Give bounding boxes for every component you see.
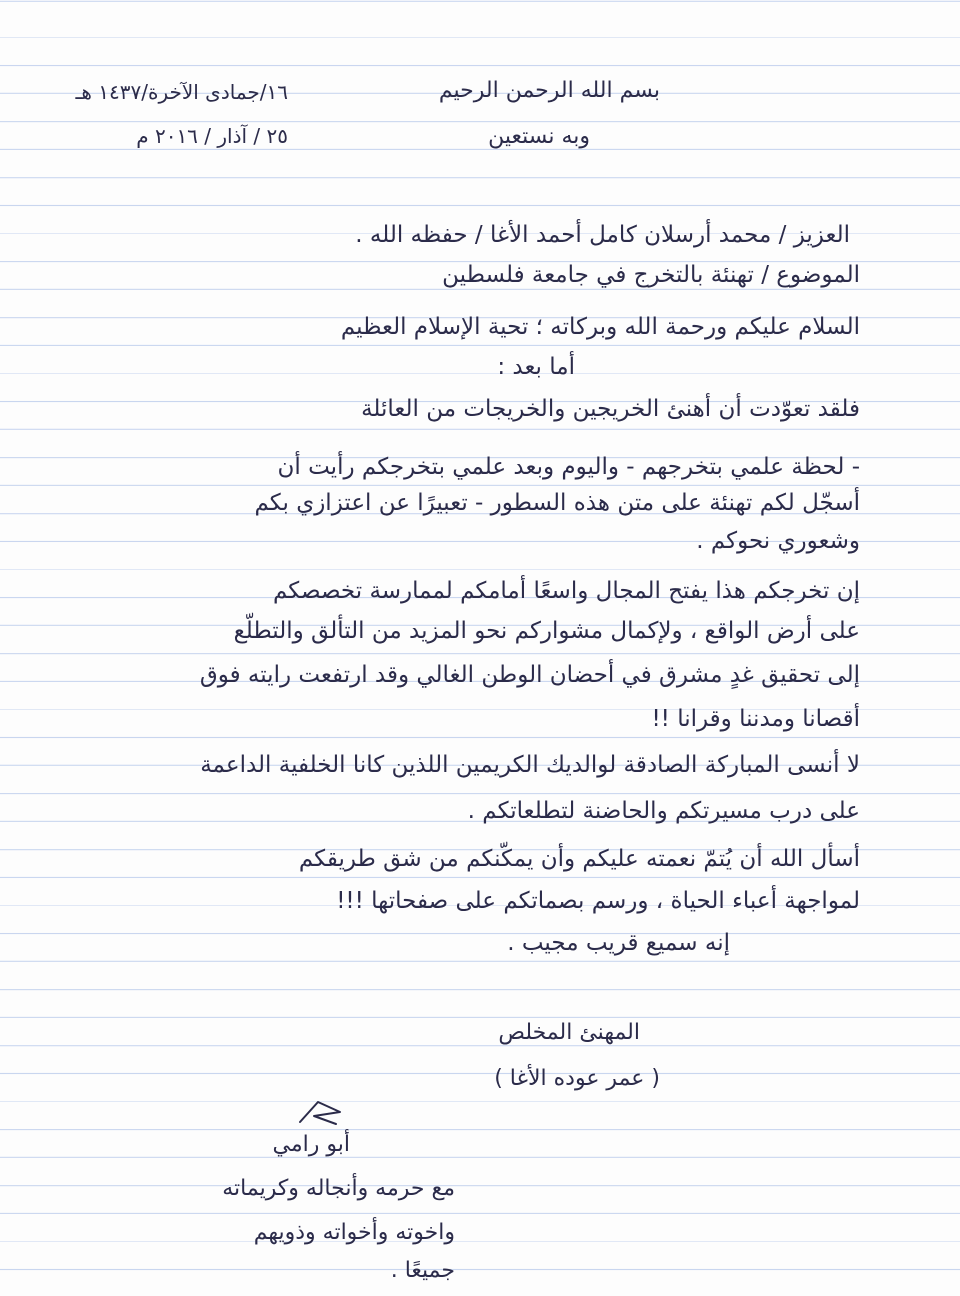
signature-name: ( عمر عوده الأغا ): [494, 1066, 660, 1091]
body-line: فلقد تعوّدت أن أهنئ الخريجين والخريجات من العائلة: [361, 396, 860, 422]
amma-bad: أما بعد :: [497, 354, 575, 380]
body-line: على درب مسيرتكم والحاضنة لتطلعاتكم .: [467, 798, 860, 824]
body-line: لمواجهة أعباء الحياة ، ورسم بصماتكم على صفحاتها !!!: [336, 888, 860, 914]
body-line: أسأل الله أن يُتمّ نعمته عليكم وأن يمكّنكم من شق طريقكم: [298, 846, 860, 872]
basmala: بسم الله الرحمن الرحيم: [438, 78, 660, 103]
body-line: إلى تحقيق غدٍ مشرق في أحضان الوطن الغالي وقد ارتفعت رايته فوق: [199, 662, 860, 688]
signature-extra-line: مع حرمه وأنجاله وكريماته: [222, 1176, 455, 1201]
signature-kunya: أبو رامي: [272, 1132, 350, 1157]
body-line: - لحظة علمي بتخرجهم - واليوم وبعد علمي بتخرجكم رأيت أن: [277, 454, 860, 480]
addressee: العزيز / محمد أرسلان كامل أحمد الأغا / حفظه الله .: [355, 222, 850, 248]
gregorian-date: ٢٥ / آذار / ٢٠١٦ م: [136, 124, 288, 148]
signature-extra-line: جميعًا .: [390, 1258, 455, 1283]
body-line: إن تخرجكم هذا يفتح المجال واسعًا أمامكم لممارسة تخصصكم: [273, 578, 860, 604]
istiana: وبه نستعين: [488, 124, 590, 149]
signature-scribble: [296, 1098, 346, 1128]
body-line: أقصانا ومدننا وقرانا !!: [651, 706, 860, 732]
body-line: لا أنسى المباركة الصادقة لوالديك الكريمين اللذين كانا الخلفية الداعمة: [200, 752, 860, 778]
signature-label: المهنئ المخلص: [498, 1020, 640, 1045]
body-line: إنه سميع قريب مجيب .: [507, 930, 730, 956]
signature-extra-line: واخوته وأخواته وذويهم: [253, 1220, 455, 1245]
hijri-date: ١٦/جمادى الآخرة/١٤٣٧ هـ: [75, 80, 288, 104]
body-line: وشعوري نحوكم .: [696, 528, 860, 554]
body-line: أسجّل لكم تهنئة على متن هذه السطور - تعبيرًا عن اعتزازي بكم: [254, 490, 860, 516]
subject: الموضوع / تهنئة بالتخرج في جامعة فلسطين: [442, 262, 860, 288]
greeting: السلام عليكم ورحمة الله وبركاته ؛ تحية الإسلام العظيم: [340, 314, 860, 340]
body-line: على أرض الواقع ، ولإكمال مشواركم نحو المزيد من التألق والتطلّع: [233, 618, 860, 644]
